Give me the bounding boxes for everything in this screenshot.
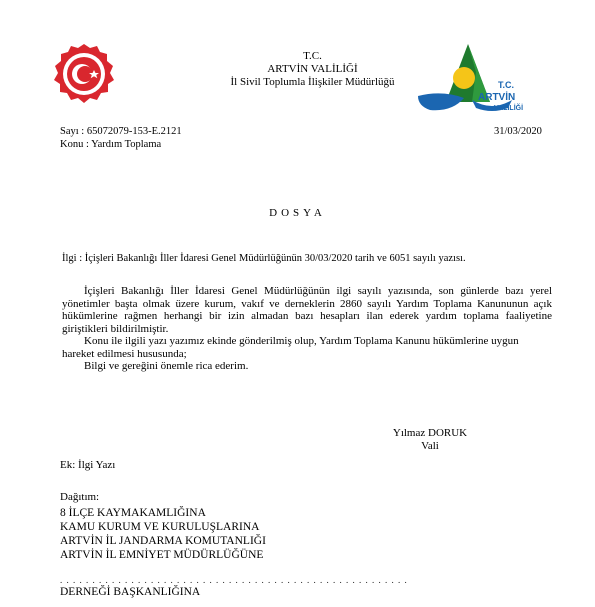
reference-line: İlgi : İçişleri Bakanlığı İller İdaresi Genel Müdürlüğünün 30/03/2020 tarih ve 6051 sayılı yazısı.: [62, 253, 466, 264]
letter-body: [62, 285, 552, 373]
document-title: DOSYA: [269, 207, 326, 219]
signatory-title: Vali: [421, 440, 439, 452]
logo-tc: T.C.: [498, 80, 515, 90]
distribution-item: ARTVİN İL EMNİYET MÜDÜRLÜĞÜNE: [60, 549, 264, 561]
logo-name: ARTVİN: [478, 92, 516, 103]
body-paragraph-1: İçişleri Bakanlığı İller İdaresi Genel Müdürlüğünün ilgi sayılı yazısında, son günlerde bazı yerel yönetimler başta olmak üzere kurum, vakıf ve derneklerin 2860 sayılı Yardım Toplama Kanununun açık hükümlerine rağmen herhangi bir izin almadan bazı hesapları ilan ederek yardım toplama faaliyetine giriştikleri bildirilmiştir.: [62, 285, 552, 335]
header-tc: T.C.: [303, 50, 322, 62]
reference-number: Sayı : 65072079-153-E.2121: [60, 126, 182, 137]
distribution-item: KAMU KURUM VE KURULUŞLARINA: [60, 521, 260, 533]
distribution-list: [60, 490, 266, 562]
signature-block: [380, 427, 480, 453]
body-paragraph-3: Bilgi ve gereğini önemle rica ederim.: [84, 360, 249, 372]
distribution-item: ARTVİN İL JANDARMA KOMUTANLIĞI: [60, 535, 266, 547]
header-directorate: İl Sivil Toplumla İlişkiler Müdürlüğü: [230, 76, 395, 88]
body-paragraph-2: Konu ile ilgili yazı yazımız ekinde gönderilmiş olup, Yardım Toplama Kanunu hükümlerine uygun hareket edilmesi hususunda;: [62, 335, 519, 360]
signatory-name: Yılmaz DORUK: [392, 427, 468, 439]
distribution-label: Dağıtım:: [60, 491, 100, 503]
distribution-item-last: DERNEĞİ BAŞKANLIĞINA: [60, 586, 201, 598]
document-date: 31/03/2020: [494, 126, 542, 137]
dotted-separator: . . . . . . . . . . . . . . . . . . . . . . . . . . . . . . . . . . . . . . . . . . . . . . . . . . . . . .: [60, 575, 408, 585]
subject-line: Konu : Yardım Toplama: [60, 139, 162, 150]
attachment-line: Ek: İlgi Yazı: [60, 459, 116, 471]
logo-sub: VALİLİĞİ: [494, 105, 524, 112]
header-governorship: ARTVİN VALİLİĞİ: [267, 63, 358, 75]
distribution-item: 8 İLÇE KAYMAKAMLIĞINA: [60, 507, 206, 519]
artvin-valiligi-logo: [412, 42, 540, 112]
